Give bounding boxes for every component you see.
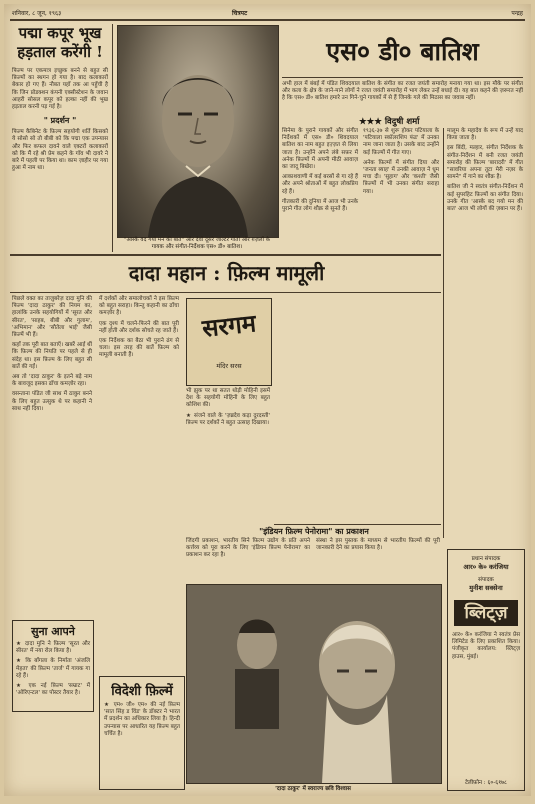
masthead-rule	[10, 19, 525, 21]
paragraph: पिछले वक्त का ताज़ुबरेज़ दादा मुनि की फिल्म 'दादा ठाकुर' की नियम का, हालांकि उनके सहयोगियों में 'सूरत और सीरत', 'साहब, बीबी और गुलाम', 'अभिमान' और 'सौतेला भाई' जैसी फ़िल्में भी हैं।	[12, 296, 92, 339]
blitz-publisher-name: आर० के० करंजिया	[463, 563, 509, 571]
section-rule	[10, 292, 441, 293]
paragraph: एक निर्देशक का बैठा भी पुराने ढंग से चला। इस तरह की बातें फ़िल्म को मामूली बनाती हैं।	[99, 338, 179, 359]
sargam-ad-subtitle: मंदिर सरस	[216, 362, 242, 370]
paragraph: कहाँ तक पूरी बात बताएँ। खबरें आई थीं कि फ़िल्म की नियति पर पहले से ही संदेह था। इस फ़िल्म के लिए बहुत सी बातें की गईं।	[12, 342, 92, 370]
blitz-editor-label: संपादक	[478, 577, 494, 583]
videshi-films-headline: विदेशी फ़िल्में	[111, 684, 173, 699]
paragraph: अनेक फ़िल्मों में संगीत दिया और 'जनता ब्याह' में उनकी आवाज़ ने धूम मचा दी। 'सुहाग' और 'कश्ती' जैसी फ़िल्मों में भी उनका संगीत सराहा गया।	[363, 159, 439, 195]
blitz-editor-name: मुनीश सक्सेना	[469, 584, 503, 592]
story-dada-col3	[186, 388, 270, 430]
headline-rule	[282, 77, 523, 78]
paragraph: मालूम के महादेव के रूप में उन्हें याद किया जाता है।	[447, 128, 523, 142]
list-item: ★ कि बाँगला के निर्माता 'अंजलि मेहता' की फ़िल्म 'तार्ज' में गायक गा रहे हैं।	[16, 658, 90, 679]
story-vatish-byline: ★★★ विदुषी शर्मा	[359, 117, 420, 127]
paragraph: भी झुक पर था सतत थोड़ी मोहिनी इसमें देश के सहयोगी मोहिनी के लिए बहुत कोशिश की।	[186, 388, 270, 409]
india-film-body: जिंदगी प्रकाशन, भारतीय सिने फ़िल्म उद्योग के प्रति अपने कर्त्तव्य को पूरा करने के लिए 'इंडियन फ़िल्म पेनोरामा' का प्रकाशन कर रहा है।	[186, 538, 310, 559]
paragraph: एक दृश्य में चलने-फिरने की बात पूरी नहीं होती और दर्शक सोचते रह जाते हैं।	[99, 320, 179, 334]
suna-aapne-headline: सुना आपने	[31, 625, 75, 638]
story-padma-subheadline: " प्रदर्शन "	[43, 115, 77, 126]
paragraph: इस बिंदी, मल्हार, संगीत निर्देशक के संगीत-निर्देशन में बनी रजत जयंती समारोह की फ़िल्म 'बारादरी' में गीत "सावरिया अपना तूटा मेरी नज़र के सामने" में गाने का शौक़ है।	[447, 145, 523, 181]
paragraph: गीतकारी की दुनिया में आज भी उनके पुराने गीत लोग शौक़ से सुनते हैं।	[282, 198, 358, 213]
masthead-date: शनिवार, ८ जून, १९६३	[12, 10, 62, 17]
paragraph: सिनेमा के पुराने गायकों और संगीत निर्देशकों में एस० डी० शिवदयाल बातिश का नाम बहुत इज़्ज़त से लिया जाता है। उन्होंने अपने लंबे सफ़र में अनेक फ़िल्मों में अपनी मीठी आवाज़ का जादू बिखेरा।	[282, 128, 358, 171]
column-divider	[443, 128, 444, 538]
story-dada-col1	[12, 296, 92, 416]
blitz-body: आर० के० करंजिया ने स्वतंत्र प्रेस लिमिटेड के लिए प्रकाशित किया। पंजीकृत कार्यालय: ब्लिट्ज़ हाउस, मुंबई।	[452, 632, 520, 660]
story-padma-paragraph: फिल्म पर एकमात्र इच्छुक बनने से बहुत सी फ़िल्मों का स्थगन हो गया है। बाद कलाकारों बेकार हो गए हैं। नौबत यहाँ तक आ पहुँची है कि जिन प्रोडक्शन कंपनी एक्सीस्टेशन के जवान आहरी सोसल कपूर को हल्का नहीं की भूख हड़ताल करनी पड़ गई है।	[12, 68, 108, 111]
section-rule	[274, 524, 441, 525]
vatish-photo-caption: "आस्के वद गयो मन की बात" और देवों दूसरे जाल्टर गीतों और ग़ज़लों के गायक और संगीत-निर्देशक एस० डी० बातिश।	[123, 237, 271, 250]
story-vatish-col1	[282, 128, 358, 216]
paragraph: ★ संजने वाले के 'ज़ब्रदेव कड़ा दुरदस्ती' फ़िल्म पर दर्शकों ने बहुत उत्साह दिखाया।	[186, 412, 270, 426]
vatish-portrait-photo	[117, 25, 279, 238]
paragraph: १९३६-३७ से शुरू होकर पटियाला के 'पटियाला स्कॉलरशिप फंड' में उनका नाम जाना जाता है। उसके बाद उन्होंने कई फ़िल्मों में गीत गाए।	[363, 128, 439, 156]
story-vatish-col2	[363, 128, 439, 199]
suna-aapne-box	[12, 620, 94, 712]
story-padma	[12, 24, 108, 172]
paragraph: आकाशवाणी में कई बरसों से गा रहे हैं और अपने श्रोताओं में बहुत लोकप्रिय रहे हैं।	[282, 174, 358, 195]
dada-thakur-still-photo	[186, 584, 442, 784]
story-padma-headline: पद्मा कपूर भूख हड़ताल करेंगी !	[17, 24, 103, 61]
paragraph: वसन्ताना पंडित जी साथ में ठाकुर बनने के लिए बहुत उत्सुक थे पर कहानी ने साथ नहीं दिया।	[12, 391, 92, 412]
india-film-headline: "इंडियन फ़िल्म पेनोरामा" का प्रकाशन	[259, 526, 369, 536]
india-film-body-2: संस्था ने इस पुस्तक के माध्यम से भारतीय फ़िल्मों की पूरी जानकारी देने का प्रयास किया है।	[316, 538, 440, 552]
videshi-films-body: ★ एम० जी० एम० की नई फ़िल्म 'सात सिंह ड विंड' के डॉक्टर ने भारत में प्रदर्शन का अधिकार लिया है। हिन्दी उपन्यास पर आधारित यह फ़िल्म बहुत चर्चित है।	[104, 702, 180, 737]
story-dada-col2	[99, 296, 179, 363]
sargam-ad-title: सरगम	[200, 308, 258, 343]
sargam-advertisement	[186, 298, 272, 386]
story-vatish-headline: एस० डी० बातिश	[326, 37, 479, 66]
blitz-logo: ब्लिट्ज़	[454, 600, 518, 626]
masthead-page-number: पन्द्रह	[511, 10, 523, 17]
masthead	[12, 8, 523, 18]
blitz-advertisement	[447, 549, 525, 791]
story-padma-body	[12, 68, 108, 111]
paragraph: बातिश जी ने स्वतंत्र संगीत-निर्देशन में कई सुपरहिट फ़िल्मों का संगीत दिया। उनके गीत 'आस्के बद गयो मन की बात' आज भी लोगों की ज़बान पर हैं।	[447, 184, 523, 213]
paragraph: में दर्शकों और समालोचकों ने इस फ़िल्म को बहुत सराहा। किन्तु कहानी का ढाँचा कमज़ोर है।	[99, 296, 179, 317]
dada-thakur-photo-caption: 'दादा ठाकुर' में स्वराज्य छवि विश्वास	[275, 786, 351, 792]
story-dada-headline: दादा महान : फ़िल्म मामूली	[128, 261, 325, 285]
story-vatish-col3	[447, 128, 523, 216]
list-item: ★ दादा मुनि ने फ़िल्म 'सूरत और सीरत' में नया रोल किया है।	[16, 641, 90, 655]
blitz-footer: टेलीफ़ोन : ६०-६१७८	[465, 780, 507, 786]
portrait-illustration	[118, 26, 278, 237]
newspaper-page	[4, 4, 531, 796]
column-divider	[112, 24, 113, 252]
list-item: ★ एक नई फ़िल्म 'सम्राट' में 'ओरिएन्टल' का पोस्टर तैयार है।	[16, 683, 90, 697]
masthead-publication: चित्रपट	[232, 10, 248, 17]
suna-aapne-list	[13, 639, 93, 702]
paragraph: अब तो 'दादा ठाकुर' के इतने बड़े नाम के बावजूद इसका ढाँचा कमज़ोर रहा।	[12, 374, 92, 388]
still-illustration	[187, 585, 441, 783]
videshi-films-box	[99, 676, 185, 790]
section-rule	[10, 254, 441, 256]
story-padma-subbody: फिल्म कैबिनेट के फ़िल्म सहयोगी शर्ति किसको ये सोसो सो तो बीबी को कि पद्मा एक उपन्यास और फिर कफल दावने वाले एक्टरों कलाकारों को कि मैं रहे श्री प्रेम कहने के गाँव भी दावरे ने बारे में पहली पर किया था। काम ज़ाहीर पर गया हुआ में नाम था।	[12, 129, 108, 172]
blitz-publisher-label: प्रधान संपादक	[471, 556, 501, 562]
story-vatish-intro: अभी हाल में बंबई में पंडित शिवदयाल बातिश के संगीत का रजत जयंती समारोह मनाया गया था। इस मौके पर संगीत और कला के क्षेत्र के जाने-माने लोगों ने रजत जयंती समारोह में भाग लेकर उन्हें बधाई दी। यह बात कहने की ज़रूरत नहीं है कि एस० डी० बातिश हमारे उन गिने-चुने गायकों में से हैं जिनके गले की मिठास का जवाब नहीं।	[282, 81, 523, 102]
